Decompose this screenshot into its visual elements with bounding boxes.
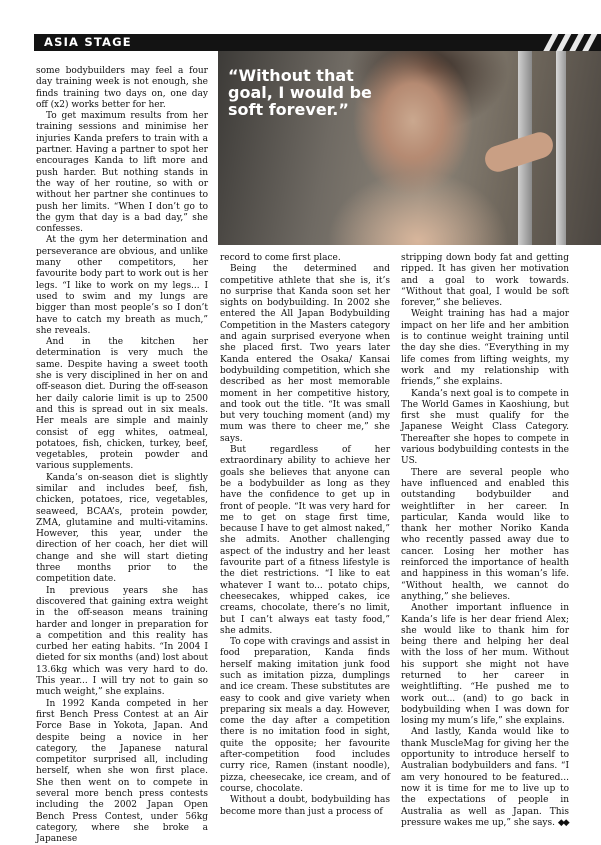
paragraph: Without a doubt, bodybuilding has become more than just a process of xyxy=(220,795,390,817)
paragraph: Kanda’s on-season diet is slightly similar and includes beef, fish, chicken, potatoes, rice, vegetables, seaweed, BCAA’s, protein powder, ZMA, glutamine and multi-vitamins. However, this year, under the direction of her coach, her diet will change and she will start dieting three months prior to the competition date. xyxy=(36,472,208,585)
paragraph: Weight training has had a major impact on her life and her ambition is to continue weight training until the day she dies. “Everything in my life comes from lifting weights, my work and my relationship with friends,” she explains. xyxy=(401,309,569,388)
paragraph: In 1992 Kanda competed in her first Bench Press Contest at an Air Force Base in Yokota, Japan. And despite being a novice in her category, the Japanese natural competitor surprised all, including herself, when she won first place. She then went on to compete in several more bench press contests including the 2002 Japan Open Bench Press Contest, under 56kg category, where she broke a Japanese xyxy=(36,698,208,845)
athlete-photo xyxy=(218,51,601,245)
end-mark-icon: ◆◆ xyxy=(557,817,568,828)
article-column-2 xyxy=(220,253,390,818)
paragraph: In previous years she has discovered that gaining extra weight in the off-season means training harder and longer in preparation for a competition and this reality has curbed her eating habits. “In 2004 I dieted for six months (and) lost about 13.6kg which was very hard to do. This year... I will try not to gain so much weight,” she explains. xyxy=(36,585,208,698)
paragraph: To cope with cravings and assist in food preparation, Kanda finds herself making imitation junk food such as imitation pizza, dumplings and ice cream. These substitutes are easy to cook and give variety when preparing six meals a day. However, come the day after a competition there is no imitation food in sight, quite the opposite; her favourite after-competition food includes curry rice, Ramen (instant noodle), pizza, cheesecake, ice cream, and of course, chocolate. xyxy=(220,637,390,794)
paragraph-last xyxy=(401,727,569,829)
section-header-bar xyxy=(34,34,601,51)
paragraph-text: And lastly, Kanda would like to thank MuscleMag for giving her the opportunity to introduce herself to Australian bodybuilders and fans. “I am very honoured to be featured... now it is time for me to live up to the expectations of people in Australia as well as Japan. This pressure wakes me up,” she says. xyxy=(401,727,569,828)
gym-bar xyxy=(556,51,566,245)
article-column-1 xyxy=(36,66,208,845)
paragraph: There are several people who have influenced and enabled this outstanding bodybuilder and weightlifter in her career. In particular, Kanda would like to thank her mother Noriko Kanda who recently passed away due to cancer. Losing her mother has reinforced the importance of health and happiness in this woman’s life. “Without health, we cannot do anything,” she believes. xyxy=(401,467,569,602)
paragraph: Kanda’s next goal is to compete in The World Games in Kaoshiung, but first she must qualify for the Japanese Weight Class Category. Thereafter she hopes to compete in various bodybuilding contests in the US. xyxy=(401,388,569,467)
pull-quote: “Without that goal, I would be soft forever.” xyxy=(228,66,372,119)
paragraph: But regardless of her extraordinary ability to achieve her goals she believes that anyone can be a bodybuilder as long as they have the confidence to get up in front of people. “It was very hard for me to get on stage first time, because I have to get almost naked,” she admits. Another challenging aspect of the industry and her least favourite part of a fitness lifestyle is the diet restrictions. “I like to eat whatever I want to... potato chips, cheesecakes, whipped cakes, ice creams, chocolate, there’s no limit, but I can’t always eat tasty food,” she admits. xyxy=(220,445,390,636)
paragraph: Another important influence in Kanda’s life is her dear friend Alex; she would like to thank him for being there and helping her deal with the loss of her mum. Without his support she might not have returned to her career in weightlifting. “He pushed me to work out... (and) to go back in bodybuilding when I was down for losing my mum’s life,” she explains. xyxy=(401,603,569,727)
paragraph: stripping down body fat and getting ripped. It has given her motivation and a goal to work towards. “Without that goal, I would be soft forever,” she believes. xyxy=(401,253,569,309)
paragraph: some bodybuilders may feel a four day training week is not enough, she finds training two days on, one day off (x2) works better for her. xyxy=(36,66,208,110)
paragraph: At the gym her determination and perseverance are obvious, and unlike many other competitors, her favourite body part to work out is her legs. “I like to work on my legs... I used to swim and my lungs are bigger than most people’s so I don’t have to catch my breath as much,” she reveals. xyxy=(36,235,208,336)
article-column-3 xyxy=(401,253,569,829)
paragraph: Being the determined and competitive athlete that she is, it’s no surprise that Kanda soon set her sights on bodybuilding. In 2002 she entered the All Japan Bodybuilding Competition in the Masters category and again surprised everyone when she placed first. Two years later Kanda entered the Osaka/ Kansai bodybuilding competition, which she described as her most memorable moment in her competitive history, and took out the title. “It was small but very touching moment (and) my mum was there to cheer me,” she says. xyxy=(220,264,390,444)
paragraph: record to come first place. xyxy=(220,253,341,263)
paragraph: And in the kitchen her determination is very much the same. Despite having a sweet tooth she is very disciplined in her on and off-season diet. During the off-season her daily calorie limit is up to 2500 and this is spread out in six meals. Her meals are simple and mainly consist of egg whites, oatmeal, potatoes, fish, chicken, turkey, beef, vegetables, protein powder and various supplements. xyxy=(36,337,208,472)
section-title: ASIA STAGE xyxy=(44,35,132,49)
paragraph: To get maximum results from her training sessions and minimise her injuries Kanda prefers to train with a partner. Having a partner to spot her encourages Kanda to lift more and push harder. But nothing stands in the way of her routine, so with or without her partner she continues to push her limits. “When I don’t go to the gym that day is a bad day,” she confesses. xyxy=(36,111,208,235)
